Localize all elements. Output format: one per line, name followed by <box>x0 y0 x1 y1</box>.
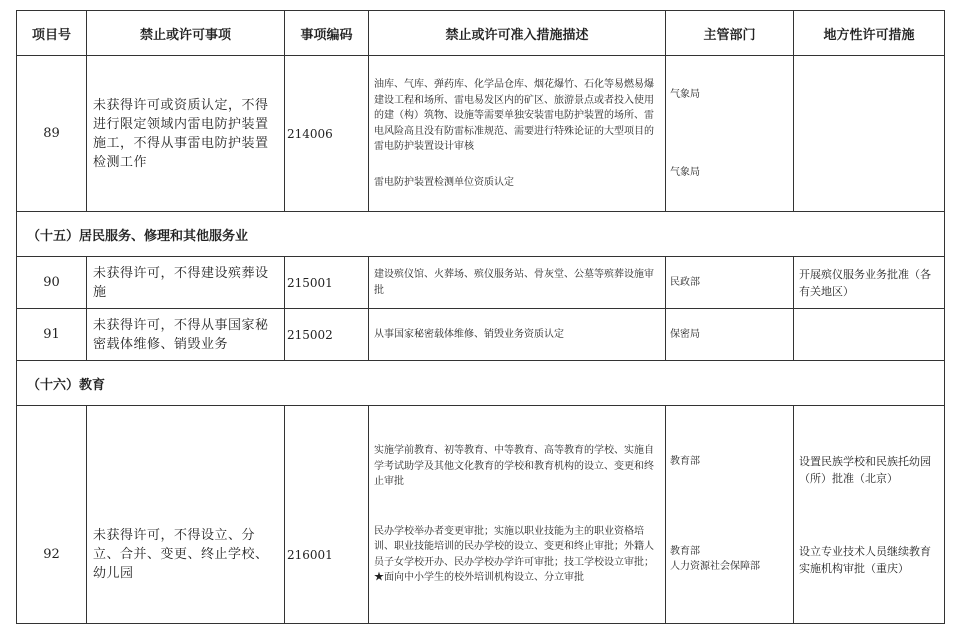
section-row <box>17 361 945 406</box>
item-local-measure <box>794 406 945 624</box>
section-row <box>17 212 945 257</box>
item-description: 从事国家秘密载体维修、销毁业务资质认定 <box>369 309 666 361</box>
header-description: 禁止或许可准入措施描述 <box>369 11 666 56</box>
item-local-measure <box>794 309 945 361</box>
item-department <box>666 56 794 212</box>
item-description <box>369 56 666 212</box>
item-code: 216001 <box>285 406 369 624</box>
item-department: 民政部 <box>666 257 794 309</box>
local-measure-line: 设立专业技术人员继续教育实施机构审批（重庆） <box>799 544 931 575</box>
department-name: 教育部 <box>670 456 700 468</box>
department-name: 气象局 <box>670 89 700 100</box>
table-row <box>17 56 945 212</box>
item-number: 91 <box>17 309 87 361</box>
permit-table <box>16 10 945 624</box>
item-condition: 未获得许可，不得设立、分立、合并、变更、终止学校、幼儿园 <box>87 406 285 624</box>
description-line: 实施学前教育、初等教育、中等教育、高等教育的学校、实施自学考试助学及其他文化教育的学校和教育机构的设立、变更和终止审批 <box>374 445 654 488</box>
department-name: 气象局 <box>670 166 700 178</box>
header-local-measure: 地方性许可措施 <box>794 11 945 56</box>
header-item-no: 项目号 <box>17 11 87 56</box>
item-number: 90 <box>17 257 87 309</box>
department-name: 教育部 <box>670 545 700 557</box>
description-line: 油库、气库、弹药库、化学品仓库、烟花爆竹、石化等易燃易爆建设工程和场所、雷电易发区内的矿区、旅游景点或者投入使用的建（构）筑物、设施等需要单独安装雷电防护装置的场所、雷电风险高且没有防雷标准规范、需要进行特殊论证的大型项目的雷电防护装置设计审核 <box>374 79 654 152</box>
header-row <box>17 11 945 56</box>
section-title: （十六）教育 <box>17 361 945 406</box>
item-code: 214006 <box>285 56 369 212</box>
table-row <box>17 309 945 361</box>
item-local-measure: 开展殡仪服务业务批准（各有关地区） <box>794 257 945 309</box>
item-description: 建设殡仪馆、火葬场、殡仪服务站、骨灰堂、公墓等殡葬设施审批 <box>369 257 666 309</box>
description-line: 民办学校举办者变更审批；实施以职业技能为主的职业资格培训、职业技能培训的民办学校的设立、变更和终止审批；外籍人员子女学校开办、民办学校办学许可审批；技工学校设立审批；★面向中小学生的校外培训机构设立、分立审批 <box>374 525 654 584</box>
header-item: 禁止或许可事项 <box>87 11 285 56</box>
section-title: （十五）居民服务、修理和其他服务业 <box>17 212 945 257</box>
table-row <box>17 257 945 309</box>
item-code: 215001 <box>285 257 369 309</box>
header-code: 事项编码 <box>285 11 369 56</box>
item-code: 215002 <box>285 309 369 361</box>
item-condition: 未获得许可，不得建设殡葬设施 <box>87 257 285 309</box>
item-number: 89 <box>17 56 87 212</box>
header-department: 主管部门 <box>666 11 794 56</box>
description-line: 雷电防护装置检测单位资质认定 <box>374 176 514 188</box>
item-local-measure <box>794 56 945 212</box>
table-row <box>17 406 945 624</box>
local-measure-line: 设置民族学校和民族托幼园（所）批准（北京） <box>799 454 931 485</box>
item-description <box>369 406 666 624</box>
item-department <box>666 406 794 624</box>
item-number: 92 <box>17 406 87 624</box>
item-condition: 未获得许可，不得从事国家秘密载体维修、销毁业务 <box>87 309 285 361</box>
item-condition: 未获得许可或资质认定，不得进行限定领域内雷电防护装置施工，不得从事雷电防护装置检测工作 <box>87 56 285 212</box>
department-name: 人力资源社会保障部 <box>670 561 760 573</box>
item-department: 保密局 <box>666 309 794 361</box>
